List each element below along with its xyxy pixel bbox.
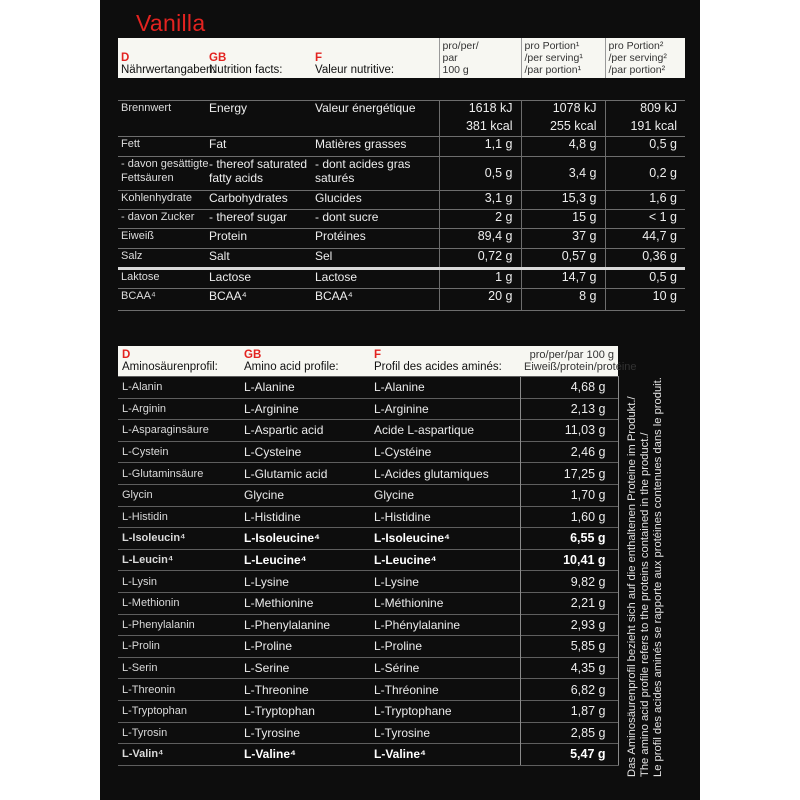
amino-name-fr: L-Thréonine: [370, 679, 520, 701]
amino-name-de: L-Alanin: [118, 377, 240, 399]
amino-name-de: L-Prolin: [118, 636, 240, 658]
amino-name-gb: L-Serine: [240, 657, 370, 679]
amino-value: 5,47 g: [520, 744, 618, 766]
nutrient-name-gb: Lactose: [206, 268, 312, 288]
amino-name-gb: L-Glutamic acid: [240, 463, 370, 485]
saturated-gb-line1: - thereof saturated: [209, 156, 308, 171]
amino-name-gb: L-Tyrosine: [240, 722, 370, 744]
nutrient-name-fr: - dont sucre: [312, 209, 439, 228]
energy-kj-100g: 1618 kJ: [468, 100, 513, 115]
amino-name-gb: L-Aspartic acid: [240, 420, 370, 442]
amino-name-fr: L-Histidine: [370, 506, 520, 528]
amino-row: [118, 679, 618, 701]
amino-name-fr: Glycine: [370, 484, 520, 506]
nutrient-value-100g: 0,72 g: [439, 248, 521, 268]
nutrition-row-bcaa: [118, 288, 685, 310]
header-serving1-line2: /per serving¹: [524, 52, 583, 64]
amino-header-value-line2: Eiweiß/protein/protéine: [524, 361, 637, 373]
amino-value: 4,68 g: [520, 377, 618, 399]
amino-row: [118, 636, 618, 658]
nutrient-name-de: Laktose: [118, 268, 206, 288]
nutrient-value-100g: 1 g: [439, 268, 521, 288]
amino-value: 4,35 g: [520, 657, 618, 679]
amino-value: 2,13 g: [520, 398, 618, 420]
amino-value: 17,25 g: [520, 463, 618, 485]
nutrient-name-gb: [206, 156, 312, 190]
header-label-de: Nährwertangaben:: [121, 64, 216, 76]
amino-name-gb: L-Cysteine: [240, 441, 370, 463]
nutrient-value-100g: 0,5 g: [439, 156, 521, 190]
header-per-100g-line3: 100 g: [442, 64, 469, 76]
nutrient-value-serving1: 8 g: [521, 288, 605, 310]
amino-name-fr: L-Lysine: [370, 571, 520, 593]
amino-name-gb: L-Arginine: [240, 398, 370, 420]
amino-row: [118, 744, 618, 766]
lang-code-de: D: [122, 349, 131, 361]
amino-row: [118, 722, 618, 744]
nutrient-value-serving1: [521, 100, 605, 136]
nutrient-name-gb: BCAA⁴: [206, 288, 312, 310]
amino-name-fr: L-Leucine⁴: [370, 549, 520, 571]
nutrient-value-serving2: 44,7 g: [605, 228, 685, 248]
amino-value: 6,82 g: [520, 679, 618, 701]
amino-row: [118, 377, 618, 399]
header-label-fr: Valeur nutritive:: [315, 64, 395, 76]
amino-row: [118, 700, 618, 722]
footnote-fr: Le profil des acides aminés se rapporte aux protéines contenues dans le produit.: [652, 377, 664, 777]
amino-name-fr: L-Sérine: [370, 657, 520, 679]
energy-kj-serving2: 809 kJ: [640, 100, 677, 115]
lang-code-gb: GB: [209, 52, 227, 64]
amino-row: [118, 528, 618, 550]
nutrition-row-saturated: [118, 156, 685, 190]
amino-name-fr: Acide L-aspartique: [370, 420, 520, 442]
nutrient-name-de: BCAA⁴: [118, 288, 206, 310]
header-per-100g: [439, 38, 521, 78]
nutrient-name-de: Brennwert: [118, 100, 206, 136]
amino-name-fr: L-Méthionine: [370, 592, 520, 614]
nutrient-value-serving2: [605, 100, 685, 136]
amino-name-gb: L-Phenylalanine: [240, 614, 370, 636]
nutrient-name-fr: Protéines: [312, 228, 439, 248]
nutrient-value-100g: 89,4 g: [439, 228, 521, 248]
nutrient-name-fr: [312, 156, 439, 190]
flavor-title: Vanilla: [136, 10, 206, 36]
nutrient-value-serving1: 4,8 g: [521, 136, 605, 156]
nutrient-name-de: Eiweiß: [118, 228, 206, 248]
amino-name-de: L-Glutaminsäure: [118, 463, 240, 485]
nutrient-value-serving1: 14,7 g: [521, 268, 605, 288]
nutrient-value-serving1: 0,57 g: [521, 248, 605, 268]
header-per-100g-line2: par: [442, 52, 458, 64]
amino-name-fr: L-Isoleucine⁴: [370, 528, 520, 550]
amino-value: 1,70 g: [520, 484, 618, 506]
amino-name-de: L-Tyrosin: [118, 722, 240, 744]
footnote-de: Das Aminosäurenprofil bezieht sich auf die enthaltenen Proteine im Produkt./: [626, 396, 638, 777]
label-panel: [100, 0, 700, 800]
amino-name-de: L-Threonin: [118, 679, 240, 701]
nutrient-name-fr: Glucides: [312, 190, 439, 209]
amino-row: [118, 657, 618, 679]
nutrient-value-serving2: 0,5 g: [605, 136, 685, 156]
nutrition-header: [118, 38, 685, 78]
saturated-fr-line1: - dont acides gras: [315, 156, 411, 171]
lang-code-fr: F: [315, 52, 323, 64]
nutrient-name-fr: BCAA⁴: [312, 288, 439, 310]
nutrient-name-gb: Protein: [206, 228, 312, 248]
header-per-serving-2: [605, 38, 685, 78]
amino-value: 1,87 g: [520, 700, 618, 722]
lang-code-de: D: [121, 52, 130, 64]
nutrient-name-de: Fett: [118, 136, 206, 156]
amino-name-gb: L-Leucine⁴: [240, 549, 370, 571]
nutrient-name-de: [118, 156, 209, 190]
nutrient-name-gb: Salt: [206, 248, 312, 268]
nutrient-name-fr: Valeur énergétique: [312, 100, 439, 136]
amino-name-de: L-Leucin⁴: [118, 549, 240, 571]
amino-name-de: L-Methionin: [118, 592, 240, 614]
nutrient-value-serving1: 15,3 g: [521, 190, 605, 209]
amino-row: [118, 592, 618, 614]
nutrient-name-gb: Fat: [206, 136, 312, 156]
nutrient-value-serving2: 0,5 g: [605, 268, 685, 288]
amino-header-label-de: Aminosäurenprofil:: [122, 361, 218, 373]
amino-name-gb: L-Isoleucine⁴: [240, 528, 370, 550]
header-serving2-line2: /per serving²: [608, 52, 667, 64]
nutrient-name-de: Kohlenhydrate: [118, 190, 206, 209]
amino-name-gb: L-Alanine: [240, 377, 370, 399]
header-serving1-line3: /par portion¹: [524, 64, 582, 76]
nutrition-row-lactose: [118, 268, 685, 288]
saturated-de-line1: - davon gesättigte: [121, 157, 209, 170]
energy-kcal-serving1: 255 kcal: [549, 118, 597, 133]
amino-name-fr: L-Tyrosine: [370, 722, 520, 744]
amino-name-de: L-Isoleucin⁴: [118, 528, 240, 550]
lang-code-fr: F: [374, 349, 382, 361]
energy-kcal-100g: 381 kcal: [465, 118, 513, 133]
header-serving2-line1: pro Portion²: [608, 40, 664, 52]
nutrient-name-de: - davon Zucker: [118, 209, 206, 228]
amino-value: 11,03 g: [520, 420, 618, 442]
amino-name-gb: Glycine: [240, 484, 370, 506]
amino-name-de: L-Tryptophan: [118, 700, 240, 722]
nutrient-value-100g: 2 g: [439, 209, 521, 228]
header-per-100g-line1: pro/per/: [442, 40, 479, 52]
nutrition-row-sugar: [118, 209, 685, 228]
amino-name-gb: L-Valine⁴: [240, 744, 370, 766]
amino-value: 1,60 g: [520, 506, 618, 528]
amino-rows: [118, 377, 618, 766]
amino-value: 2,21 g: [520, 592, 618, 614]
amino-name-fr: L-Proline: [370, 636, 520, 658]
amino-row: [118, 398, 618, 420]
amino-row: [118, 463, 618, 485]
amino-name-de: L-Asparaginsäure: [118, 420, 240, 442]
nutrient-name-fr: Matières grasses: [312, 136, 439, 156]
amino-name-fr: L-Phénylalanine: [370, 614, 520, 636]
saturated-de-line2: Fettsäuren: [121, 171, 174, 184]
energy-kcal-serving2: 191 kcal: [630, 118, 677, 133]
amino-name-de: L-Lysin: [118, 571, 240, 593]
amino-row: [118, 571, 618, 593]
amino-header-value-line1: pro/per/par 100 g: [529, 349, 614, 361]
amino-name-de: L-Serin: [118, 657, 240, 679]
amino-name-gb: L-Tryptophan: [240, 700, 370, 722]
header-per-serving-1: [521, 38, 605, 78]
nutrient-value-serving1: 15 g: [521, 209, 605, 228]
amino-name-fr: L-Valine⁴: [370, 744, 520, 766]
amino-name-de: L-Valin⁴: [118, 744, 240, 766]
amino-name-gb: L-Lysine: [240, 571, 370, 593]
amino-name-gb: L-Threonine: [240, 679, 370, 701]
header-serving1-line1: pro Portion¹: [524, 40, 580, 52]
nutrient-name-gb: - thereof sugar: [206, 209, 312, 228]
amino-value: 2,46 g: [520, 441, 618, 463]
header-label-gb: Nutrition facts:: [209, 64, 283, 76]
amino-row: [118, 420, 618, 442]
nutrient-value-serving1: 3,4 g: [521, 156, 605, 190]
amino-value: 5,85 g: [520, 636, 618, 658]
nutrient-value-serving1: 37 g: [521, 228, 605, 248]
footnote-gb: The amino acid profile refers to the proteins contained in the product./: [639, 432, 651, 777]
amino-name-de: L-Phenylalanin: [118, 614, 240, 636]
amino-value: 9,82 g: [520, 571, 618, 593]
nutrient-value-100g: [439, 100, 521, 136]
nutrient-value-serving2: 0,36 g: [605, 248, 685, 268]
amino-name-fr: L-Tryptophane: [370, 700, 520, 722]
nutrient-value-serving2: 0,2 g: [605, 156, 685, 190]
saturated-gb-line2: fatty acids: [209, 170, 264, 185]
nutrient-name-de: Salz: [118, 248, 206, 268]
nutrition-row-carbohydrates: [118, 190, 685, 209]
amino-row: [118, 614, 618, 636]
amino-name-gb: L-Proline: [240, 636, 370, 658]
amino-header-label-gb: Amino acid profile:: [244, 361, 339, 373]
amino-name-fr: L-Arginine: [370, 398, 520, 420]
amino-row: [118, 484, 618, 506]
amino-row: [118, 441, 618, 463]
header-serving2-line3: /par portion²: [608, 64, 666, 76]
amino-header: [118, 346, 618, 377]
nutrition-row-energy: [118, 100, 685, 136]
nutrient-value-100g: 20 g: [439, 288, 521, 310]
nutrition-row-protein: [118, 228, 685, 248]
amino-name-gb: L-Methionine: [240, 592, 370, 614]
nutrient-value-serving2: < 1 g: [605, 209, 685, 228]
amino-row: [118, 506, 618, 528]
saturated-fr-line2: saturés: [315, 170, 355, 185]
nutrition-row-salt: [118, 248, 685, 268]
amino-value: 2,93 g: [520, 614, 618, 636]
amino-name-fr: L-Alanine: [370, 377, 520, 399]
amino-header-value: [520, 346, 637, 377]
amino-value: 6,55 g: [520, 528, 618, 550]
amino-name-gb: L-Histidine: [240, 506, 370, 528]
lang-code-gb: GB: [244, 349, 262, 361]
nutrient-value-100g: 3,1 g: [439, 190, 521, 209]
nutrition-row-fat: [118, 136, 685, 156]
amino-name-de: Glycin: [118, 484, 240, 506]
amino-row: [118, 549, 618, 571]
amino-footnote: [626, 377, 698, 777]
amino-name-fr: L-Cystéine: [370, 441, 520, 463]
nutrient-name-fr: Sel: [312, 248, 439, 268]
nutrient-name-gb: Carbohydrates: [206, 190, 312, 209]
energy-kj-serving1: 1078 kJ: [552, 100, 597, 115]
amino-value: 10,41 g: [520, 549, 618, 571]
amino-name-de: L-Cystein: [118, 441, 240, 463]
nutrient-value-serving2: 10 g: [605, 288, 685, 310]
amino-name-de: L-Arginin: [118, 398, 240, 420]
nutrient-value-serving2: 1,6 g: [605, 190, 685, 209]
amino-value: 2,85 g: [520, 722, 618, 744]
nutrient-value-100g: 1,1 g: [439, 136, 521, 156]
nutrient-name-gb: Energy: [206, 100, 312, 136]
amino-name-fr: L-Acides glutamiques: [370, 463, 520, 485]
nutrition-table: [118, 38, 685, 311]
amino-name-de: L-Histidin: [118, 506, 240, 528]
amino-header-label-fr: Profil des acides aminés:: [374, 361, 502, 373]
nutrient-name-fr: Lactose: [312, 268, 439, 288]
